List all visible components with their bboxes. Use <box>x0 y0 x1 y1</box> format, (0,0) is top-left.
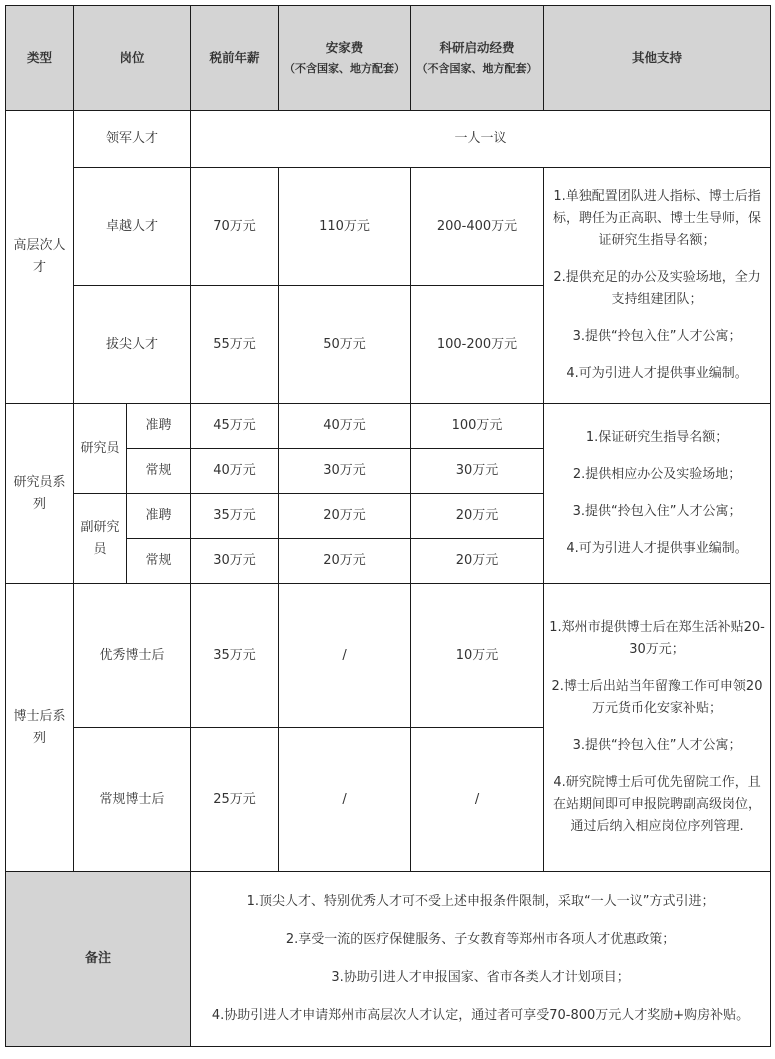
topnotch-salary: 55万元 <box>191 286 279 404</box>
header-position: 岗位 <box>74 6 191 111</box>
position-researcher: 研究员 <box>74 404 127 494</box>
remarks-row <box>6 872 771 1047</box>
category-high-level: 高层次人才 <box>6 111 74 404</box>
postdoc-settle: / <box>279 728 411 872</box>
remark-item: 1.顶尖人才、特别优秀人才可不受上述申报条件限制，采取“一人一议”方式引进； <box>246 894 715 909</box>
postdoc-salary: 25万元 <box>191 728 279 872</box>
header-research-fee <box>411 6 544 111</box>
high-level-support <box>544 168 771 404</box>
researcher-salary: 40万元 <box>191 449 279 494</box>
support-item: 4.研究院博士后可优先留院工作，且在站期间即可申报院聘副高级岗位，通过后纳入相应岗位序列管理. <box>553 775 762 834</box>
support-item: 3.提供“拎包入住”人才公寓； <box>572 329 742 344</box>
remark-item: 2.享受一流的医疗保健服务、子女教育等郑州市各项人才优惠政策； <box>285 932 676 947</box>
remark-item: 4.协助引进人才申请郑州市高层次人才认定，通过者可享受70-800万元人才奖励+购房补贴。 <box>211 1008 750 1023</box>
topnotch-research: 100-200万元 <box>411 286 544 404</box>
support-item: 2.博士后出站当年留豫工作可申领20万元货币化安家补贴； <box>551 679 763 716</box>
remarks-content <box>191 872 771 1047</box>
researcher-settle: 40万元 <box>279 404 411 449</box>
category-researcher: 研究员系列 <box>6 404 74 584</box>
postdoc-research: 10万元 <box>411 584 544 728</box>
table-row <box>6 168 771 286</box>
excellent-research: 200-400万元 <box>411 168 544 286</box>
excellent-salary: 70万元 <box>191 168 279 286</box>
researcher-settle: 30万元 <box>279 449 411 494</box>
header-research-fee-note: （不含国家、地方配套） <box>416 62 538 75</box>
header-type: 类型 <box>6 6 74 111</box>
table-row <box>6 404 771 449</box>
researcher-research: 20万元 <box>411 539 544 584</box>
header-settle-fee <box>279 6 411 111</box>
researcher-salary: 30万元 <box>191 539 279 584</box>
researcher-sub: 准聘 <box>127 494 191 539</box>
header-settle-fee-note: （不含国家、地方配套） <box>284 62 406 75</box>
position-topnotch: 拔尖人才 <box>74 286 191 404</box>
support-item: 2.提供相应办公及实验场地； <box>572 467 742 482</box>
table-row <box>6 584 771 728</box>
researcher-settle: 20万元 <box>279 539 411 584</box>
excellent-settle: 110万元 <box>279 168 411 286</box>
researcher-research: 30万元 <box>411 449 544 494</box>
leading-negotiate: 一人一议 <box>191 111 771 168</box>
header-row <box>6 6 771 111</box>
position-outstanding-postdoc: 优秀博士后 <box>74 584 191 728</box>
researcher-research: 100万元 <box>411 404 544 449</box>
support-item: 1.郑州市提供博士后在郑生活补贴20-30万元； <box>549 620 765 657</box>
support-item: 4.可为引进人才提供事业编制。 <box>566 541 748 556</box>
researcher-sub: 准聘 <box>127 404 191 449</box>
researcher-research: 20万元 <box>411 494 544 539</box>
topnotch-settle: 50万元 <box>279 286 411 404</box>
remark-item: 3.协助引进人才申报国家、省市各类人才计划项目； <box>331 970 630 985</box>
table-row <box>6 111 771 168</box>
header-salary: 税前年薪 <box>191 6 279 111</box>
remarks-label: 备注 <box>6 872 191 1047</box>
header-research-fee-label: 科研启动经费 <box>439 40 515 55</box>
postdoc-salary: 35万元 <box>191 584 279 728</box>
postdoc-settle: / <box>279 584 411 728</box>
postdoc-support <box>544 584 771 872</box>
support-item: 1.单独配置团队进人指标、博士后指标，聘任为正高职、博士生导师，保证研究生指导名额； <box>553 189 762 248</box>
researcher-sub: 常规 <box>127 539 191 584</box>
researcher-support <box>544 404 771 584</box>
header-other: 其他支持 <box>544 6 771 111</box>
position-regular-postdoc: 常规博士后 <box>74 728 191 872</box>
researcher-settle: 20万元 <box>279 494 411 539</box>
talent-policy-table <box>5 5 771 1047</box>
header-settle-fee-label: 安家费 <box>325 40 364 55</box>
support-item: 4.可为引进人才提供事业编制。 <box>566 366 748 381</box>
position-leading: 领军人才 <box>74 111 191 168</box>
position-associate: 副研究员 <box>74 494 127 584</box>
researcher-salary: 45万元 <box>191 404 279 449</box>
researcher-salary: 35万元 <box>191 494 279 539</box>
support-item: 3.提供“拎包入住”人才公寓； <box>572 504 742 519</box>
researcher-sub: 常规 <box>127 449 191 494</box>
position-excellent: 卓越人才 <box>74 168 191 286</box>
support-item: 3.提供“拎包入住”人才公寓； <box>572 738 742 753</box>
category-postdoc: 博士后系列 <box>6 584 74 872</box>
support-item: 1.保证研究生指导名额； <box>585 430 729 445</box>
support-item: 2.提供充足的办公及实验场地，全力支持组建团队； <box>553 270 761 307</box>
postdoc-research: / <box>411 728 544 872</box>
